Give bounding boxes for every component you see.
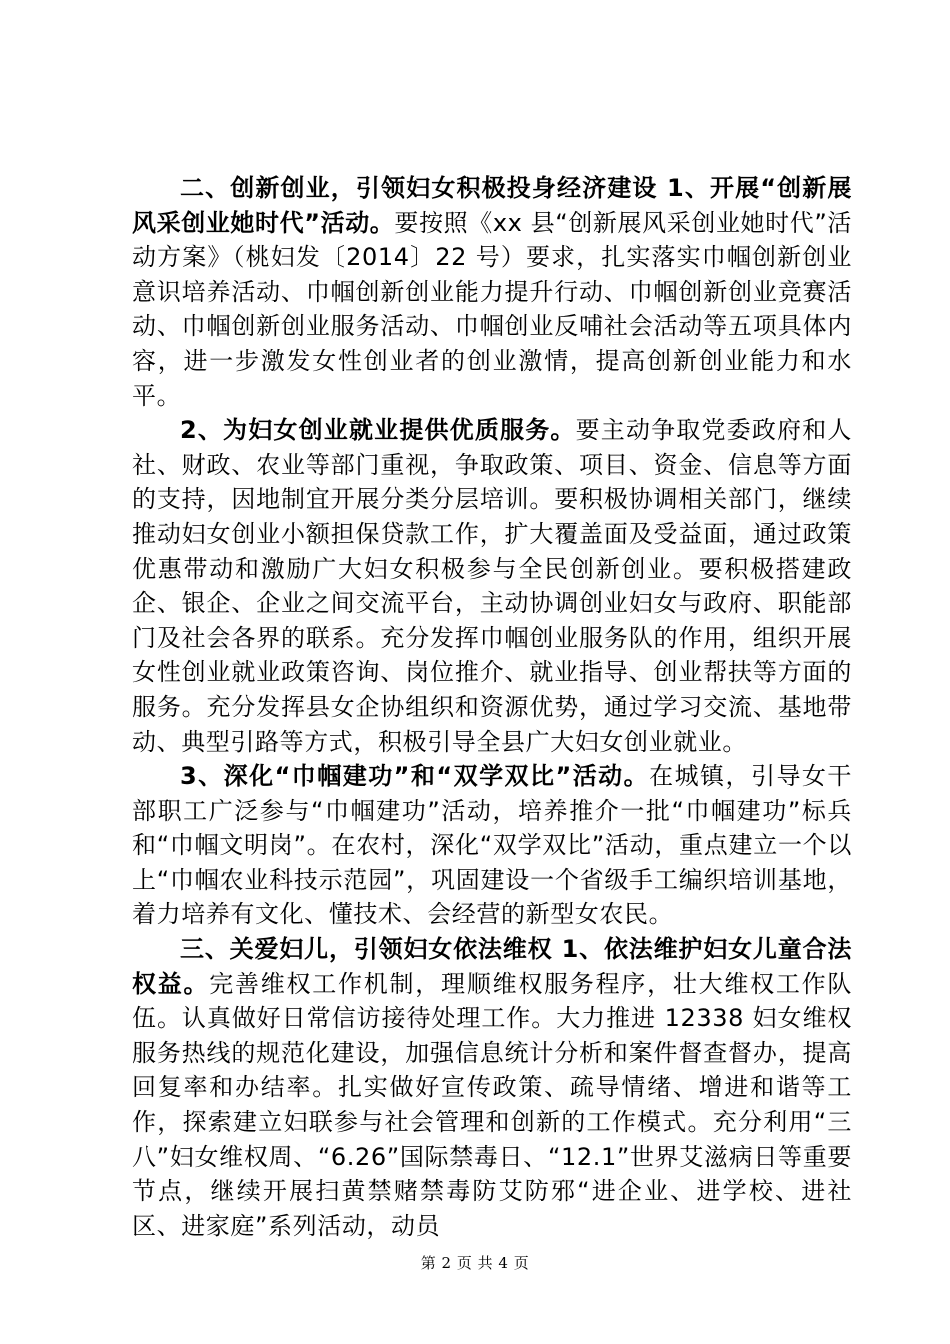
paragraph-body: 要主动争取党委政府和人社、财政、农业等部门重视，争取政策、项目、资金、信息等方面的支持，因地制宜开展分类分层培训。要积极协调相关部门，继续推动妇女创业小额担保贷款工作，扩大覆盖面及受益面，通过政策优惠带动和激励广大妇女积极参与全民创新创业。要积极搭建政企、银企、企业之间交流平台，主动协调创业妇女与政府、职能部门及社会各界的联系。充分发挥巾帼创业服务队的作用，组织开展女性创业就业政策咨询、岗位推介、就业指导、创业帮扶等方面的服务。充分发挥县女企协组织和资源优势，通过学习交流、基地带动、典型引路等方式，积极引导全县广大妇女创业就业。 bbox=[132, 416, 852, 756]
paragraph-heading: 二、创新创业，引领妇女积极投身经济建设 1、开展“创新展风采创业她时代”活动。 bbox=[132, 174, 852, 237]
paragraph-jinguo-jiangong bbox=[132, 759, 852, 932]
paragraph-body: 完善维权工作机制，理顺维权服务程序，壮大维权工作队伍。认真做好日常信访接待处理工作。大力推进 12338 妇女维权服务热线的规范化建设，加强信息统计分析和案件督查督办，提高回复率和办结率。扎实做好宣传政策、疏导情绪、增进和谐等工作，探索建立妇联参与社会管理和创新的工作模式。充分利用“三八”妇女维权周、“6.26”国际禁毒日、“12.1”世界艾滋病日等重要节点，继续开展扫黄禁赌禁毒防艾防邪“进企业、进学校、进社区、进家庭”系列活动，动员 bbox=[132, 969, 852, 1240]
paragraph-heading: 三、关爱妇儿，引领妇女依法维权 1、依法维护妇女儿童合法权益。 bbox=[132, 935, 852, 998]
document-body bbox=[132, 171, 852, 1243]
paragraph-body: 要按照《xx 县“创新展风采创业她时代”活动方案》（桃妇发〔2014〕22 号）要求，扎实落实巾帼创新创业意识培养活动、巾帼创新创业能力提升行动、巾帼创新创业竞赛活动、巾帼创新创业服务活动、巾帼创业反哺社会活动等五项具体内容，进一步激发女性创业者的创业激情，提高创新创业能力和水平。 bbox=[132, 208, 852, 410]
paragraph-innovation-entrepreneurship bbox=[132, 171, 852, 413]
paragraph-heading: 3、深化“巾帼建功”和“双学双比”活动。 bbox=[180, 762, 650, 791]
paragraph-heading: 2、为妇女创业就业提供优质服务。 bbox=[180, 416, 576, 445]
paragraph-rights-protection bbox=[132, 932, 852, 1243]
paragraph-employment-services bbox=[132, 413, 852, 759]
paragraph-body: 在城镇，引导女干部职工广泛参与“巾帼建功”活动，培养推介一批“巾帼建功”标兵和“巾帼文明岗”。在农村，深化“双学双比”活动，重点建立一个以上“巾帼农业科技示范园”，巩固建设一个省级手工编织培训基地，着力培养有文化、懂技术、会经营的新型女农民。 bbox=[132, 762, 852, 929]
page-number-footer: 第 2 页 共 4 页 bbox=[420, 1254, 530, 1272]
